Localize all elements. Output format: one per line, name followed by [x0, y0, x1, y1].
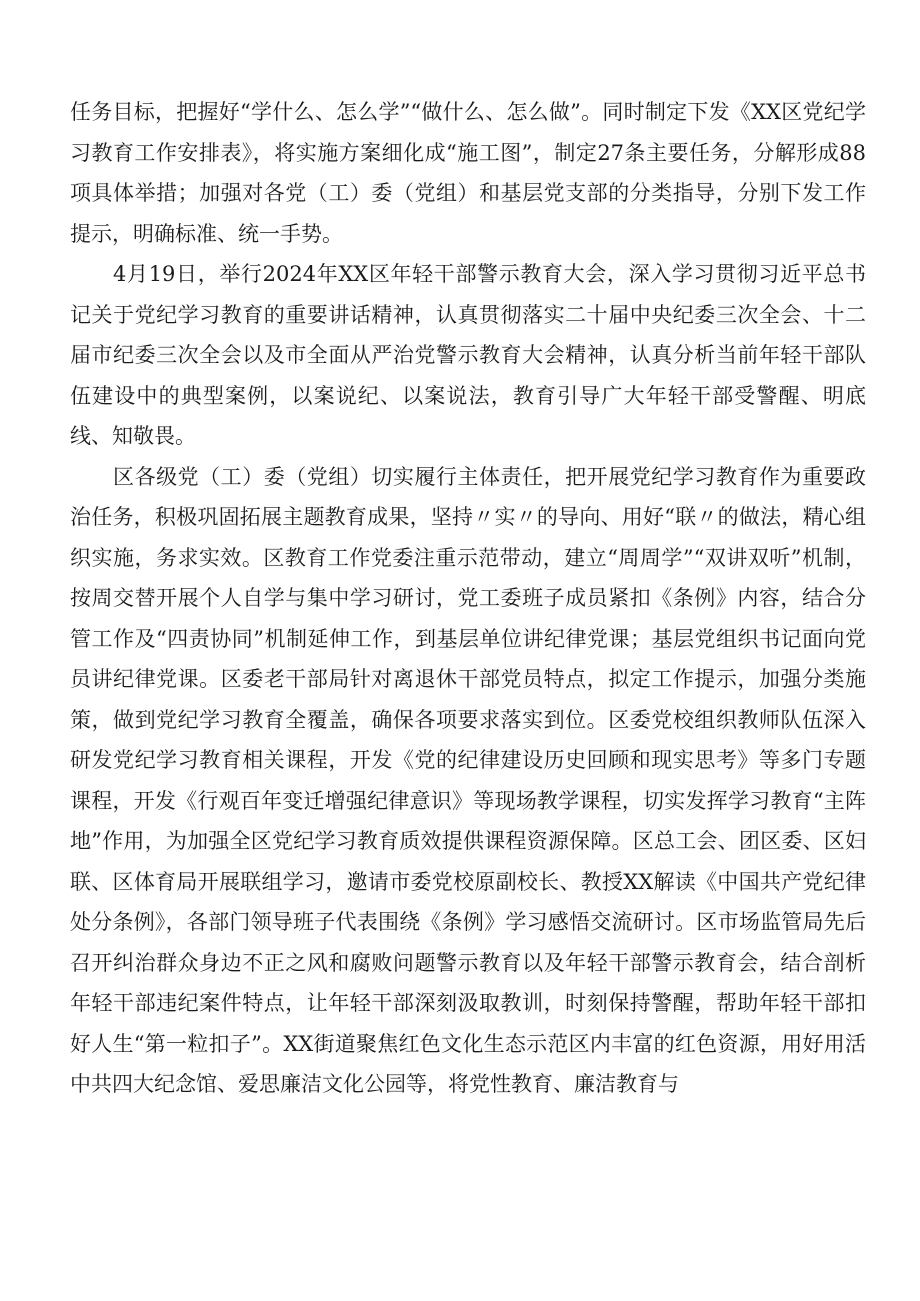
paragraph-continued-task-goals: 任务目标，把握好“学什么、怎么学”“做什么、怎么做”。同时制定下发《XX区党纪学习教育工作安排表》，将实施方案细化成“施工图”，制定27条主要任务，分解形成88项具体举措；加强对各党（工）委（党组）和基层党支部的分类指导，分别下发工作提示，明确标准、统一手势。	[70, 100, 866, 246]
document-body	[70, 92, 866, 1105]
paragraph-warning-education-conference: 4月19日，举行2024年XX区年轻干部警示教育大会，深入学习贯彻习近平总书记关于党纪学习教育的重要讲话精神，认真贯彻落实二十届中央纪委三次全会、十二届市纪委三次全会以及市全面从严治党警示教育大会精神，认真分析当前年轻干部队伍建设中的典型案例，以案说纪、以案说法，教育引导广大年轻干部受警醒、明底线、知敬畏。	[70, 262, 866, 448]
paragraph-party-committee-responsibilities: 区各级党（工）委（党组）切实履行主体责任，把开展党纪学习教育作为重要政治任务，积极巩固拓展主题教育成果，坚持〃实〃的导向、用好“联〃的做法，精心组织实施，务求实效。区教育工作党委注重示范带动，建立“周周学”“双讲双听”机制，按周交替开展个人自学与集中学习研讨，党工委班子成员紧扣《条例》内容，结合分管工作及“四责协同”机制延伸工作，到基层单位讲纪律党课；基层党组织书记面向党员讲纪律党课。区委老干部局针对离退休干部党员特点，拟定工作提示，加强分类施策，做到党纪学习教育全覆盖，确保各项要求落实到位。区委党校组织教师队伍深入研发党纪学习教育相关课程，开发《党的纪律建设历史回顾和现实思考》等多门专题课程，开发《行观百年变迁增强纪律意识》等现场教学课程，切实发挥学习教育“主阵地”作用，为加强全区党纪学习教育质效提供课程资源保障。区总工会、团区委、区妇联、区体育局开展联组学习，邀请市委党校原副校长、教授XX解读《中国共产党纪律处分条例》，各部门领导班子代表围绕《条例》学习感悟交流研讨。区市场监管局先后召开纠治群众身边不正之风和腐败问题警示教育以及年轻干部警示教育会，结合剖析年轻干部违纪案件特点，让年轻干部深刻汲取教训，时刻保持警醒，帮助年轻干部扣好人生“第一粒扣子”。XX街道聚焦红色文化生态示范区内丰富的红色资源，用好用活中共四大纪念馆、爱思廉洁文化公园等，将党性教育、廉洁教育与	[70, 464, 866, 1096]
